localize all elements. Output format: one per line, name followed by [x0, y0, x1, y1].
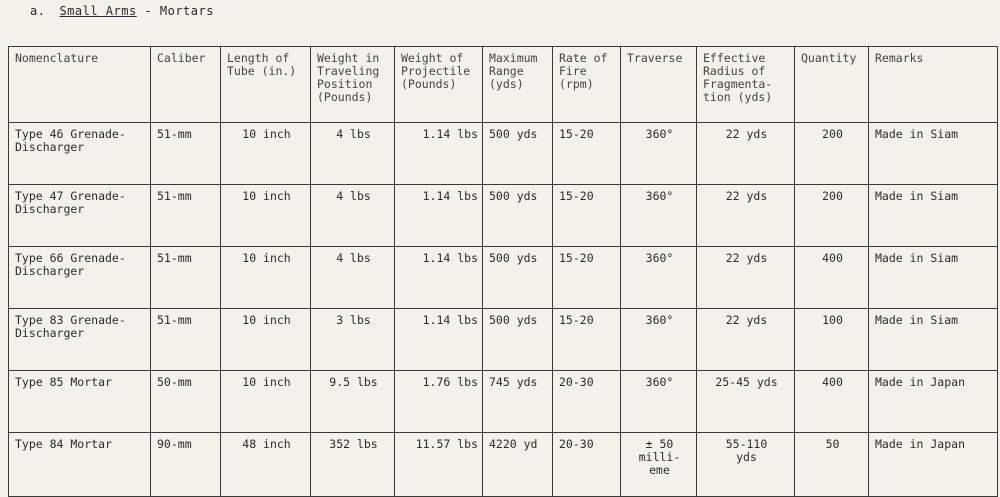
- table-row: [9, 371, 998, 433]
- cell-rate: 15-20: [553, 247, 621, 309]
- cell-length: 10 inch: [221, 247, 311, 309]
- cell-weight-travel: 4 lbs: [311, 185, 395, 247]
- cell-radius: 25-45 yds: [697, 371, 795, 433]
- cell-quantity: 400: [795, 371, 869, 433]
- cell-range: 500 yds: [483, 185, 553, 247]
- section-heading: [30, 4, 214, 18]
- column-header-weight-travel: Weight in Traveling Position (Pounds): [311, 47, 395, 123]
- cell-weight-travel: 9.5 lbs: [311, 371, 395, 433]
- cell-traverse: 360°: [621, 123, 697, 185]
- weapons-table: [8, 46, 998, 497]
- table-body: [9, 123, 998, 497]
- cell-nomenclature: Type 47 Grenade- Discharger: [9, 185, 151, 247]
- column-header-range: Maximum Range (yds): [483, 47, 553, 123]
- cell-range: 500 yds: [483, 247, 553, 309]
- section-subtitle: - Mortars: [144, 4, 214, 18]
- cell-caliber: 51-mm: [151, 123, 221, 185]
- cell-length: 48 inch: [221, 433, 311, 497]
- cell-quantity: 400: [795, 247, 869, 309]
- cell-remarks: Made in Siam: [869, 247, 998, 309]
- cell-traverse: 360°: [621, 247, 697, 309]
- cell-length: 10 inch: [221, 309, 311, 371]
- cell-range: 500 yds: [483, 123, 553, 185]
- cell-remarks: Made in Siam: [869, 309, 998, 371]
- table-row: [9, 185, 998, 247]
- cell-weight-proj: 11.57 lbs: [395, 433, 483, 497]
- column-header-radius: Effective Radius of Fragmenta- tion (yds): [697, 47, 795, 123]
- cell-remarks: Made in Siam: [869, 185, 998, 247]
- cell-quantity: 100: [795, 309, 869, 371]
- table-row: [9, 433, 998, 497]
- cell-remarks: Made in Siam: [869, 123, 998, 185]
- column-header-nomenclature: Nomenclature: [9, 47, 151, 123]
- cell-weight-proj: 1.14 lbs: [395, 123, 483, 185]
- cell-rate: 20-30: [553, 433, 621, 497]
- cell-rate: 20-30: [553, 371, 621, 433]
- cell-weight-travel: 4 lbs: [311, 247, 395, 309]
- cell-nomenclature: Type 85 Mortar: [9, 371, 151, 433]
- cell-traverse: ± 50 milli- eme: [621, 433, 697, 497]
- column-header-caliber: Caliber: [151, 47, 221, 123]
- cell-caliber: 90-mm: [151, 433, 221, 497]
- section-title: Small Arms: [59, 4, 137, 18]
- cell-weight-proj: 1.14 lbs: [395, 247, 483, 309]
- cell-traverse: 360°: [621, 309, 697, 371]
- cell-caliber: 51-mm: [151, 185, 221, 247]
- column-header-quantity: Quantity: [795, 47, 869, 123]
- cell-weight-proj: 1.14 lbs: [395, 309, 483, 371]
- cell-range: 745 yds: [483, 371, 553, 433]
- cell-length: 10 inch: [221, 371, 311, 433]
- cell-rate: 15-20: [553, 123, 621, 185]
- table-header-row: [9, 47, 998, 123]
- cell-radius: 22 yds: [697, 247, 795, 309]
- cell-rate: 15-20: [553, 309, 621, 371]
- cell-radius: 22 yds: [697, 123, 795, 185]
- cell-quantity: 50: [795, 433, 869, 497]
- column-header-remarks: Remarks: [869, 47, 998, 123]
- cell-radius: 22 yds: [697, 185, 795, 247]
- column-header-rate: Rate of Fire (rpm): [553, 47, 621, 123]
- cell-weight-proj: 1.14 lbs: [395, 185, 483, 247]
- cell-caliber: 51-mm: [151, 309, 221, 371]
- cell-radius: 55-110 yds: [697, 433, 795, 497]
- cell-length: 10 inch: [221, 123, 311, 185]
- cell-remarks: Made in Japan: [869, 433, 998, 497]
- cell-nomenclature: Type 84 Mortar: [9, 433, 151, 497]
- cell-weight-travel: 352 lbs: [311, 433, 395, 497]
- cell-weight-proj: 1.76 lbs: [395, 371, 483, 433]
- cell-caliber: 51-mm: [151, 247, 221, 309]
- cell-quantity: 200: [795, 123, 869, 185]
- table-row: [9, 247, 998, 309]
- cell-nomenclature: Type 83 Grenade- Discharger: [9, 309, 151, 371]
- cell-traverse: 360°: [621, 371, 697, 433]
- cell-caliber: 50-mm: [151, 371, 221, 433]
- cell-radius: 22 yds: [697, 309, 795, 371]
- cell-rate: 15-20: [553, 185, 621, 247]
- column-header-weight-proj: Weight of Projectile (Pounds): [395, 47, 483, 123]
- cell-range: 500 yds: [483, 309, 553, 371]
- cell-range: 4220 yd: [483, 433, 553, 497]
- cell-nomenclature: Type 46 Grenade- Discharger: [9, 123, 151, 185]
- cell-nomenclature: Type 66 Grenade- Discharger: [9, 247, 151, 309]
- cell-remarks: Made in Japan: [869, 371, 998, 433]
- table-row: [9, 123, 998, 185]
- table-row: [9, 309, 998, 371]
- section-letter: a.: [30, 4, 46, 18]
- column-header-length: Length of Tube (in.): [221, 47, 311, 123]
- cell-quantity: 200: [795, 185, 869, 247]
- column-header-traverse: Traverse: [621, 47, 697, 123]
- cell-weight-travel: 4 lbs: [311, 123, 395, 185]
- cell-weight-travel: 3 lbs: [311, 309, 395, 371]
- cell-length: 10 inch: [221, 185, 311, 247]
- cell-traverse: 360°: [621, 185, 697, 247]
